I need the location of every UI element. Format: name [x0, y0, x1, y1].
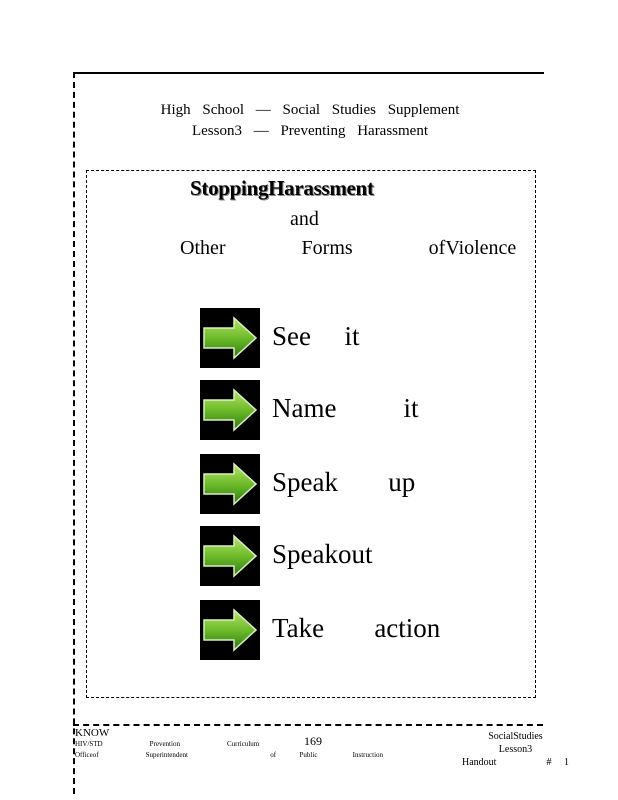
page-left-border: [73, 72, 75, 794]
page-top-rule: [73, 72, 544, 74]
green-arrow-icon: [200, 454, 260, 514]
footer-handout: Handout # 1: [462, 757, 569, 768]
footer-curriculum: HIV/STD Prevention Curriculum: [75, 740, 260, 748]
green-arrow-icon: [200, 380, 260, 440]
step-take-action: [200, 600, 480, 660]
footer-subject: SocialStudies: [488, 731, 543, 742]
step-label: Take action: [272, 613, 441, 643]
footer-lesson: Lesson3: [498, 744, 533, 755]
footer-right: [462, 730, 569, 769]
step-label: Speak up: [272, 467, 416, 497]
green-arrow-icon: [200, 526, 260, 586]
step-name-it: [200, 380, 480, 440]
page-number: 169: [304, 734, 322, 748]
step-see-it: [200, 308, 480, 368]
footer-left: [75, 728, 383, 761]
step-label: See it: [272, 321, 360, 351]
green-arrow-icon: [200, 600, 260, 660]
page-header: [100, 100, 520, 142]
handout-subtitle: Other Forms ofViolence: [180, 237, 517, 259]
step-speak-up: [200, 454, 480, 514]
step-speakout: [200, 526, 480, 586]
footer-rule: [73, 724, 543, 726]
footer-office: Officeof Superintendent of Public Instruction: [75, 751, 384, 759]
footer-know: KNOW: [75, 727, 110, 739]
handout-title: StoppingHarassment: [190, 176, 374, 200]
step-label: Speakout: [272, 539, 373, 569]
step-label: Name it: [272, 393, 419, 423]
handout-title-and: and: [290, 208, 319, 230]
header-line-1: High School — Social Studies Supplement: [160, 102, 460, 118]
header-line-2: Lesson3 — Preventing Harassment: [191, 123, 429, 139]
green-arrow-icon: [200, 308, 260, 368]
